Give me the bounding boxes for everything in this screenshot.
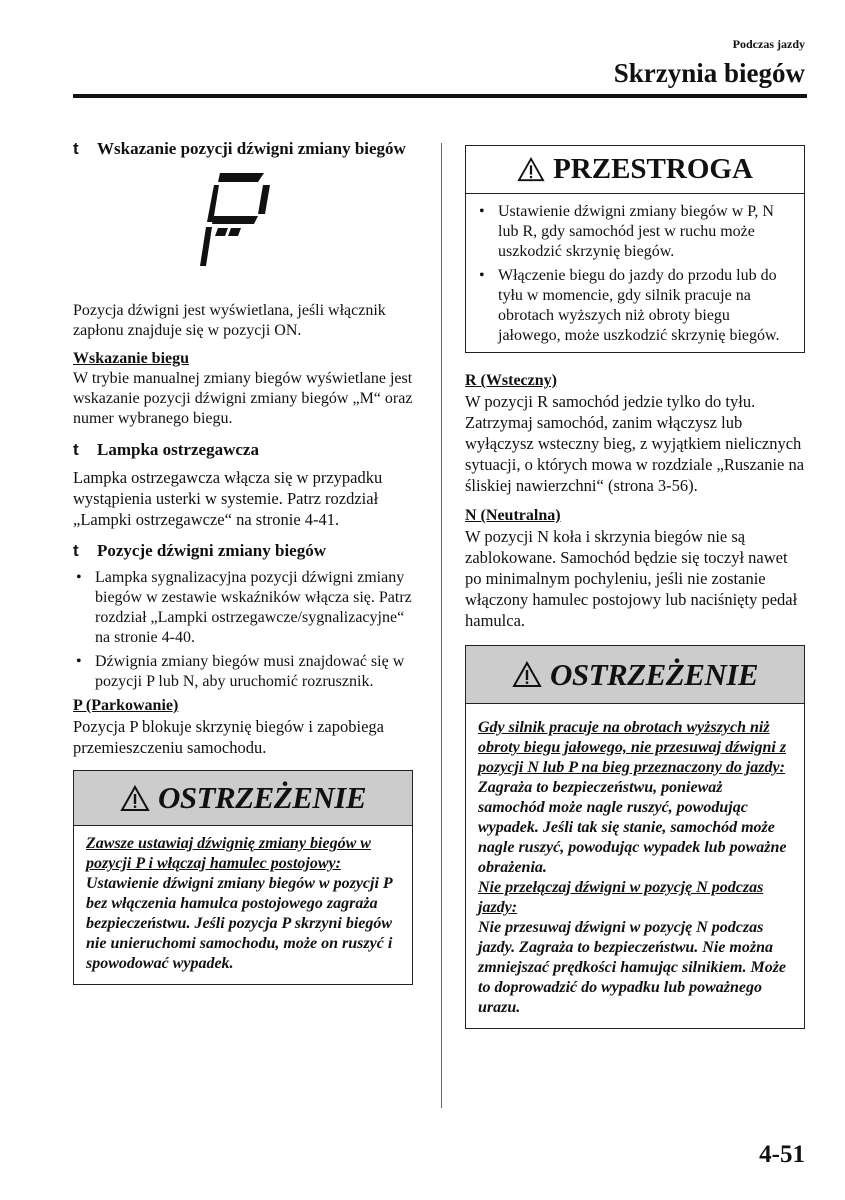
warning-text: Nie przesuwaj dźwigni w pozycję N podczas jazdy. Zagraża to bezpieczeństwu. Nie można zmniejszać prędkości hamując silnikiem. Może to doprowadzić do wypadku lub poważnego urazu. (478, 919, 787, 1016)
caution-title: PRZESTROGA (553, 153, 753, 185)
section-marker: t (73, 541, 79, 560)
warning-box (73, 770, 413, 985)
warning-body (466, 704, 804, 1028)
section-marker: t (73, 139, 79, 158)
warning-box (465, 645, 805, 1029)
bullet-icon: • (479, 203, 485, 220)
section-heading-warning-light (73, 439, 413, 461)
warning-text: Ustawienie dźwigni zmiany biegów w pozycji P bez włączenia hamulca postojowego zagraża bezpieczeństwu. Jeśli pozycja P skrzyni biegów nie unieruchomi samochodu, może on ruszyć i spowodować wypadek. (86, 875, 393, 972)
section-marker: t (73, 440, 79, 459)
section-title: Wskazanie pozycji dźwigni zmiany biegów (97, 139, 406, 158)
paragraph: Pozycja dźwigni jest wyświetlana, jeśli włącznik zapłonu znajduje się w pozycji ON. (73, 302, 386, 339)
section-title: Lampka ostrzegawcza (97, 440, 259, 459)
header-rule (73, 94, 807, 98)
page-title: Skrzynia biegów (613, 58, 805, 88)
gear-position-p-indicator-icon (198, 170, 298, 276)
section-title: Pozycje dźwigni zmiany biegów (97, 541, 326, 560)
left-column (73, 138, 413, 985)
list-item: • Dźwignia zmiany biegów musi znajdować się w pozycji P lub N, aby uruchomić rozrusznik. (76, 653, 405, 690)
warning-header (466, 646, 804, 704)
caution-box (465, 145, 805, 353)
list-item: • Ustawienie dźwigni zmiany biegów w P, N lub R, gdy samochód jest w ruchu może uszkodzić skrzynię biegów. (479, 203, 774, 260)
section-heading-lever-positions (73, 540, 413, 562)
bullet-icon: • (479, 267, 485, 284)
running-header-section: Podczas jazdy (732, 37, 805, 51)
subheading-neutral: N (Neutralna) (465, 507, 561, 524)
warning-header (74, 771, 412, 826)
warning-triangle-icon (512, 661, 542, 688)
bullet-icon: • (76, 653, 82, 670)
warning-triangle-icon (517, 157, 545, 182)
list-item: • Lampka sygnalizacyjna pozycji dźwigni zmiany biegów w zestawie wskaźników włącza się. Patrz rozdział „Lampki ostrzegawcze/sygnalizacyjne“ na stronie 4-40. (76, 569, 412, 646)
paragraph: W pozycji R samochód jedzie tylko do tyłu. Zatrzymaj samochód, zanim włączysz lub wyłączysz wsteczny bieg, z wyjątkiem nielicznych sytuacji, o których mowa w rozdziale „Ruszanie na śliskiej nawierzchni“ (strona 3-56). (465, 392, 805, 495)
page-number: 4-51 (759, 1141, 805, 1168)
warning-triangle-icon (120, 785, 150, 812)
paragraph: Pozycja P blokuje skrzynię biegów i zapobiega przemieszczeniu samochodu. (73, 717, 384, 757)
right-column (465, 145, 805, 1029)
bullet-list (73, 568, 413, 692)
paragraph: W trybie manualnej zmiany biegów wyświetlane jest wskazanie pozycji dźwigni zmiany biegów „M“ oraz numer wybranego biegu. (73, 370, 413, 427)
warning-lead: Zawsze ustawiaj dźwignię zmiany biegów w pozycji P i włączaj hamulec postojowy: (86, 835, 371, 872)
bullet-list (476, 202, 794, 346)
warning-text: Zagraża to bezpieczeństwu, ponieważ samochód może nagle ruszyć, powodując wypadek. Jeśli tak się stanie, samochód może nagle ruszyć, powodując wypadek lub poważne obrażenia. (478, 779, 787, 876)
paragraph: Lampka ostrzegawcza włącza się w przypadku wystąpienia usterki w systemie. Patrz rozdział „Lampki ostrzegawcze“ na stronie 4-41. (73, 468, 383, 529)
subheading-reverse: R (Wsteczny) (465, 372, 557, 389)
list-item: • Włączenie biegu do jazdy do przodu lub do tyłu w momencie, gdy silnik pracuje na obrotach wyższych niż obroty biegu jałowego, może uszkodzić skrzynię biegów. (479, 267, 780, 344)
paragraph: W pozycji N koła i skrzynia biegów nie są zablokowane. Samochód będzie się toczył nawet po minimalnym pochyleniu, jeśli nie zostanie włączony hamulec postojowy lub naciśnięty pedał hamulca. (465, 527, 798, 630)
subheading-gear-indication: Wskazanie biegu (73, 350, 190, 367)
warning-title: OSTRZEŻENIE (157, 780, 367, 815)
caution-header (466, 146, 804, 194)
bullet-icon: • (76, 569, 82, 586)
warning-title: OSTRZEŻENIE (549, 656, 759, 692)
warning-lead: Nie przełączaj dźwigni w pozycję N podczas jazdy: (478, 879, 764, 916)
subheading-park: P (Parkowanie) (73, 697, 179, 714)
warning-body (74, 826, 412, 984)
section-heading-gear-indication (73, 138, 413, 160)
column-divider (441, 143, 442, 1108)
caution-body (466, 194, 804, 352)
warning-lead: Gdy silnik pracuje na obrotach wyższych niż obroty biegu jałowego, nie przesuwaj dźwigni z pozycji N lub P na bieg przeznaczony do jazdy: (478, 719, 787, 776)
